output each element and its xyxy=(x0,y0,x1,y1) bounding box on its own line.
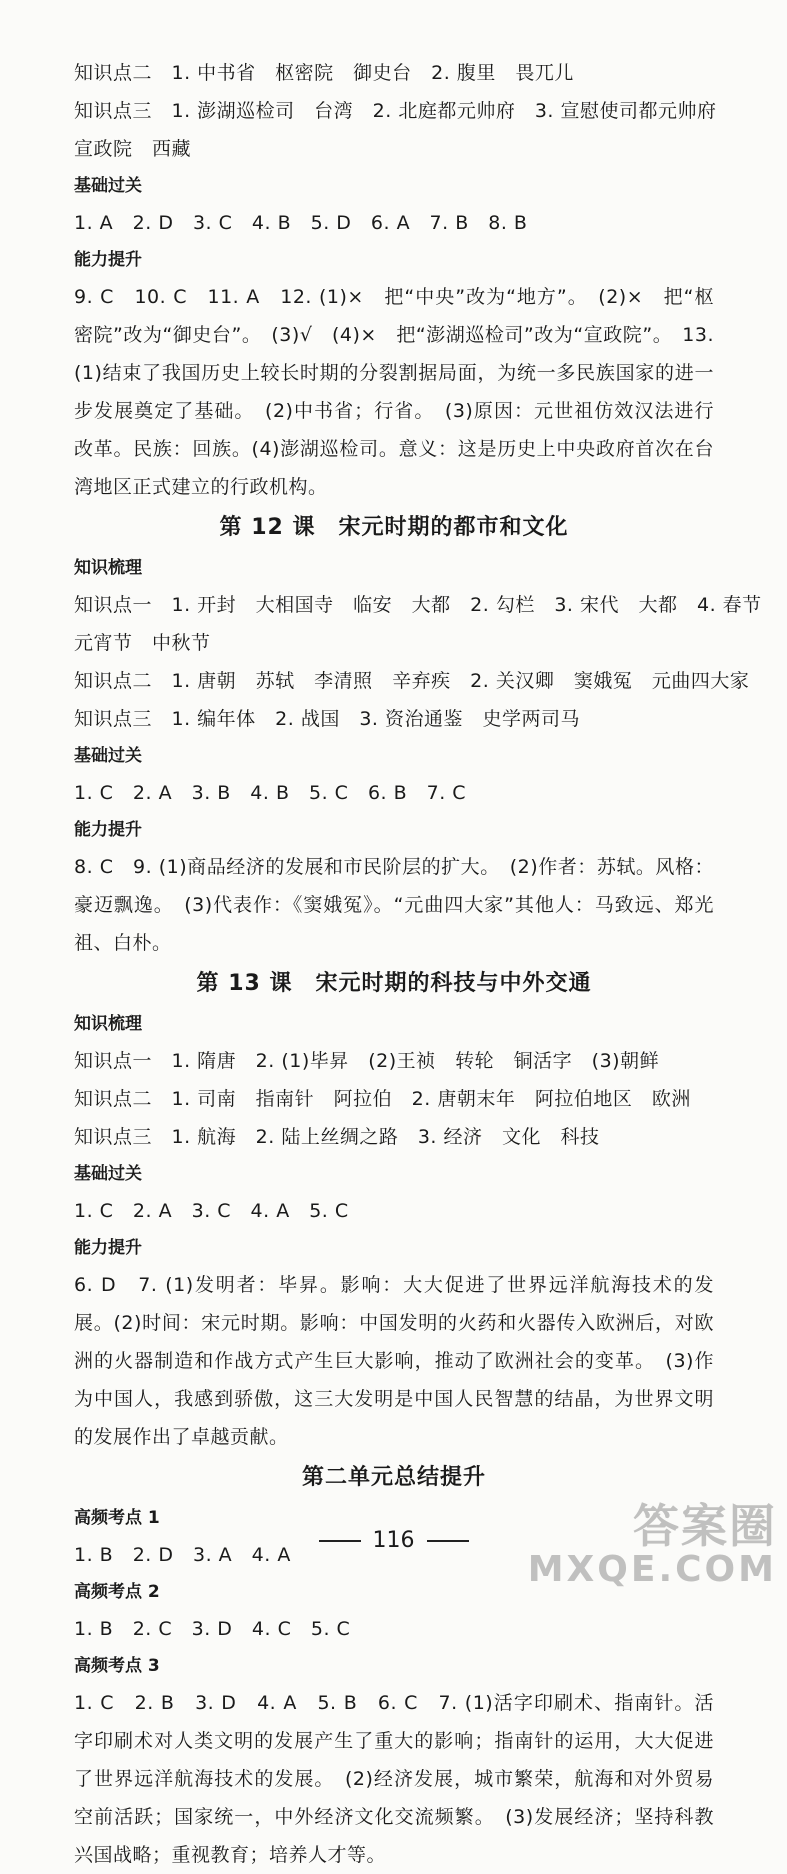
watermark-cn: 答案圈 xyxy=(633,1499,777,1553)
ability-answers: 9. C 10. C 11. A 12. (1)× 把“中央”改为“地方”。 (2)× 把“枢密院”改为“御史台”。 (3)√ (4)× 把“澎湖巡检司”改为“宣政院”。 13. (1)结束了我国历史上较长时期的分裂割据局面，为统一多民族国家的进一步发展奠定了基础。 (2)中书省；行省。 (3)原因：元世祖仿效汉法进行改革。民族：回族。(4)澎湖巡检司。意义：这是历史上中央政府首次在台湾地区正式建立的行政机构。 xyxy=(74,286,714,498)
lesson-12-kp1: 知识点一 1. 开封 大相国寺 临安 大都 2. 勾栏 3. 宋代 大都 4. 春节 xyxy=(74,594,762,616)
lesson-13-kp1: 知识点一 1. 隋唐 2. (1)毕昇 (2)王祯 转轮 铜活字 (3)朝鲜 xyxy=(74,1050,660,1072)
watermark-logo xyxy=(527,1499,777,1592)
lesson-12-kp2: 知识点二 1. 唐朝 苏轼 李清照 辛弃疾 2. 关汉卿 窦娥冤 元曲四大家 xyxy=(74,670,750,692)
high-frequency-answers-1: 1. B 2. D 3. A 4. A xyxy=(74,1544,291,1566)
lesson-13-ability-answers: 6. D 7. (1)发明者：毕昇。影响：大大促进了世界远洋航海技术的发展。(2)时间：宋元时期。影响：中国发明的火药和火器传入欧洲后，对欧洲的火器制造和作战方式产生巨大影响，推动了欧洲社会的变革。 (3)作为中国人，我感到骄傲，这三大发明是中国人民智慧的结晶，为世界文明的发展作出了卓越贡献。 xyxy=(74,1274,714,1448)
section-heading-knowledge: 知识梳理 xyxy=(74,558,142,578)
high-frequency-heading-1: 高频考点 1 xyxy=(74,1508,160,1528)
section-heading-basic: 基础过关 xyxy=(74,1164,142,1184)
unit-2-summary-title: 第二单元总结提升 xyxy=(301,1465,486,1490)
watermark-en: MXQE.COM xyxy=(527,1549,777,1590)
section-heading-ability: 能力提升 xyxy=(74,250,142,270)
lesson-13-basic-answers: 1. C 2. A 3. C 4. A 5. C xyxy=(74,1200,349,1222)
page-number-text: 116 xyxy=(372,1528,415,1553)
page-number-dash-left xyxy=(319,1540,361,1542)
lesson-13-kp2: 知识点二 1. 司南 指南针 阿拉伯 2. 唐朝末年 阿拉伯地区 欧洲 xyxy=(74,1088,691,1110)
high-frequency-answers-3: 1. C 2. B 3. D 4. A 5. B 6. C 7. (1)活字印刷术、指南针。活字印刷术对人类文明的发展产生了重大的影响；指南针的运用，大大促进了世界远洋航海技术的发展。 (2)经济发展，城市繁荣，航海和对外贸易空前活跃；国家统一，中外经济文化交流频繁。 (3)发展经济；坚持科教兴国战略；重视教育；培养人才等。 xyxy=(74,1692,714,1866)
high-frequency-heading-2: 高频考点 2 xyxy=(74,1582,160,1602)
knowledge-point-2: 知识点二 1. 中书省 枢密院 御史台 2. 腹里 畏兀儿 xyxy=(74,62,574,84)
answer-page xyxy=(74,54,762,1874)
section-heading-ability: 能力提升 xyxy=(74,820,142,840)
lesson-12-ability-answers: 8. C 9. (1)商品经济的发展和市民阶层的扩大。 (2)作者：苏轼。风格：豪迈飘逸。 (3)代表作：《窦娥冤》。“元曲四大家”其他人：马致远、郑光祖、白朴。 xyxy=(74,856,714,954)
lesson-12-kp3: 知识点三 1. 编年体 2. 战国 3. 资治通鉴 史学两司马 xyxy=(74,708,581,730)
section-heading-basic: 基础过关 xyxy=(74,746,142,766)
section-heading-knowledge: 知识梳理 xyxy=(74,1014,142,1034)
knowledge-point-3: 知识点三 1. 澎湖巡检司 台湾 2. 北庭都元帅府 3. 宣慰使司都元帅府 xyxy=(74,100,717,122)
knowledge-point-3-cont: 宣政院 西藏 xyxy=(74,138,192,160)
lesson-13-kp3: 知识点三 1. 航海 2. 陆上丝绸之路 3. 经济 文化 科技 xyxy=(74,1126,600,1148)
basic-answers: 1. A 2. D 3. C 4. B 5. D 6. A 7. B 8. B xyxy=(74,212,528,234)
high-frequency-answers-2: 1. B 2. C 3. D 4. C 5. C xyxy=(74,1618,351,1640)
page-number-dash-right xyxy=(427,1540,469,1542)
lesson-12-kp1-cont: 元宵节 中秋节 xyxy=(74,632,211,654)
lesson-13-title: 第 13 课 宋元时期的科技与中外交通 xyxy=(196,971,592,996)
lesson-12-basic-answers: 1. C 2. A 3. B 4. B 5. C 6. B 7. C xyxy=(74,782,467,804)
lesson-12-title: 第 12 课 宋元时期的都市和文化 xyxy=(219,515,569,540)
section-heading-ability: 能力提升 xyxy=(74,1238,142,1258)
section-heading-basic: 基础过关 xyxy=(74,176,142,196)
high-frequency-heading-3: 高频考点 3 xyxy=(74,1656,160,1676)
